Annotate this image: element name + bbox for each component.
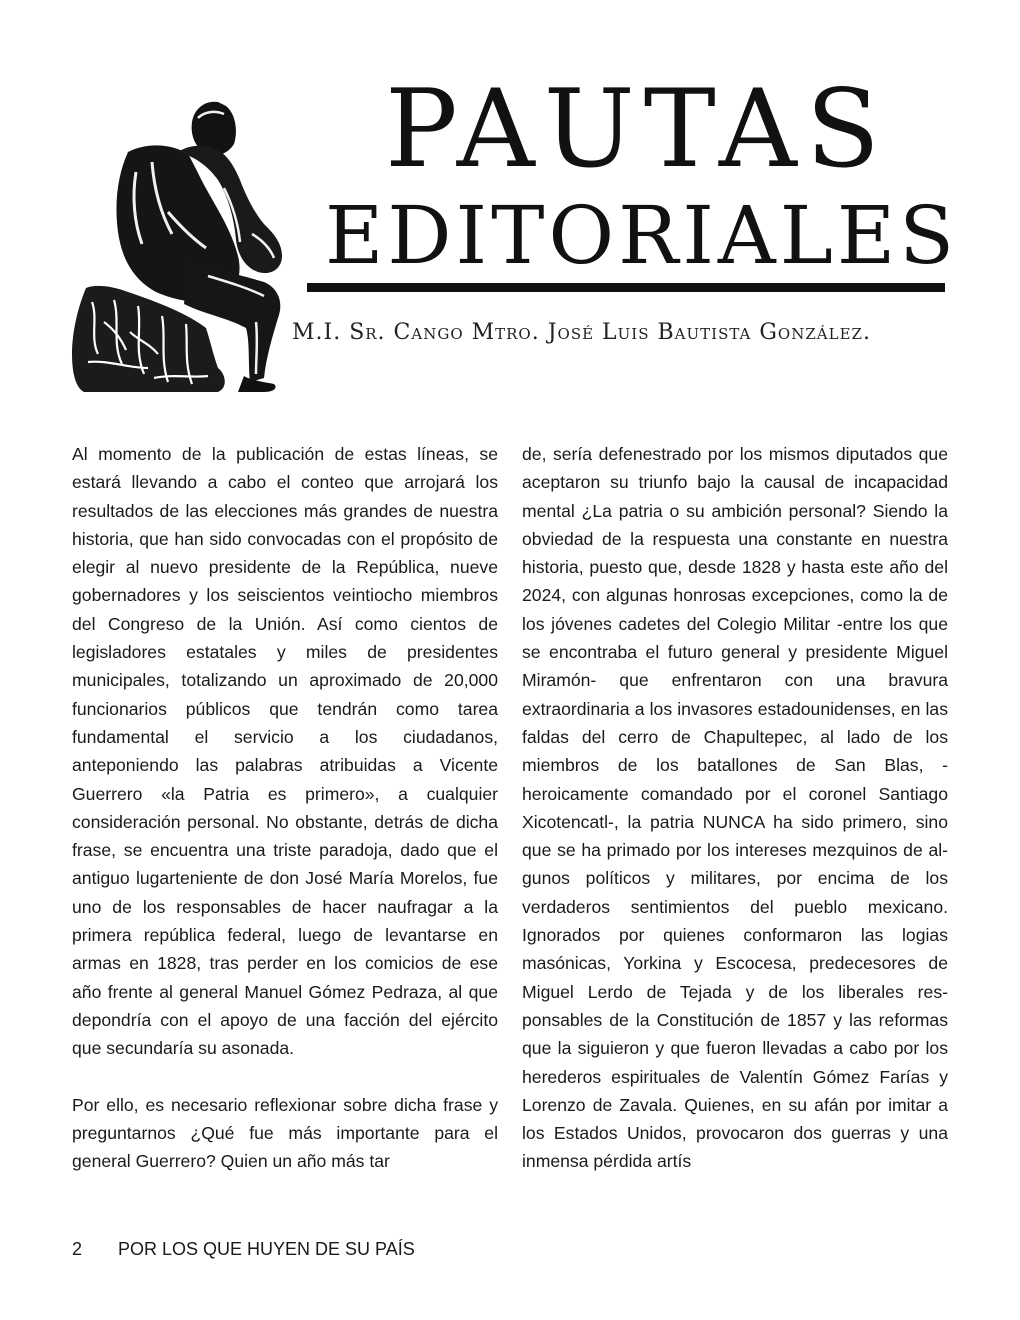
- right-text-column: [522, 440, 948, 1176]
- paragraph: Por ello, es necesario reflexionar sobre dicha frase y preguntarnos ¿Qué fue más importante para el general Guerrero? Quien un año más tar: [72, 1094, 498, 1172]
- paragraph: Al momento de la publicación de estas líneas, se estará llevando a cabo el conteo que arrojará los resultados de las elecciones más grandes de nuestra historia, que han sido convocadas con el propósito de elegir al nuevo presidente de la República, nueve gobernadores y los seiscientos veintiocho miembros del Congreso de la Unión. Así como cientos de legisladores estatales y miles de presidentes municipales, totalizando un aproximado de 20,000 funcionarios públicos que tendrán como tarea fundamental el servicio a los ciudadanos, anteponiendo las palabras atribuidas a Vicente Guerrero «la Patria es primero», a cualquier consideración personal. No obstante, detrás de dicha frase, se encuentra una triste paradoja, dado que el antiguo lugarteniente de don José María Morelos, fue uno de los responsables de hacer naufragar a la primera república federal, luego de levantarse en armas en 1828, tras perder en los comicios de ese año frente al general Manuel Gómez Pedraza, al que depondría con el apoyo de una facción del ejército que secundaría su asonada.: [72, 444, 498, 1059]
- author-byline: M.I. Sr. Cango Mtro. José Luis Bautista González.: [292, 320, 871, 345]
- footer-section-title: POR LOS QUE HUYEN DE SU PAÍS: [118, 1239, 415, 1259]
- left-text-column: [72, 440, 498, 1176]
- title-line-2: EDITORIALES: [325, 189, 959, 282]
- title-line-1: PAUTAS: [385, 67, 889, 192]
- thinker-statue-illustration: [68, 92, 290, 394]
- page-footer: [72, 1234, 415, 1264]
- paragraph: de, sería defenestrado por los mismos diputados que aceptaron su triunfo bajo la causal de incapacidad mental ¿La patria o su ambición personal? Siendo la obviedad de la respuesta una constante en nuestra historia, puesto que, desde 1828 y hasta este año del 2024, con algunas honrosas excepciones, como la de los jóvenes cadetes del Colegio Militar -entre los que se encontraba el futuro general y presidente Miguel Miramón- que enfrentaron con una bravura extraordinaria a los invasores estadounidenses, en las faldas del cerro de Chapultepec, al lado de los miembros de los batallones de San Blas, -heroicamente comandado por el coronel Santiago Xicotencatl-, la patria NUNCA ha sido primero, sino que se ha primado por los intereses mezquinos de algunos políticos y militares, por encima de los verdaderos sentimientos del pueblo mexicano. Ignorados por quienes conformaron las logias masónicas, Yorkina y Escocesa, predecesores de Miguel Lerdo de Tejada y de los liberales responsables de la Constitución de 1857 y las reformas que la siguieron y que fueron llevadas a cabo por los herederos espirituales de Valentín Gómez Farías y Lorenzo de Zavala. Quienes, en su afán por imitar a los Estados Unidos, provocaron dos guerras y una inmensa pérdida artís: [522, 444, 948, 1172]
- page-number: 2: [72, 1239, 83, 1259]
- title-underline-rule: [307, 283, 945, 292]
- thinker-statue-icon: [68, 92, 290, 394]
